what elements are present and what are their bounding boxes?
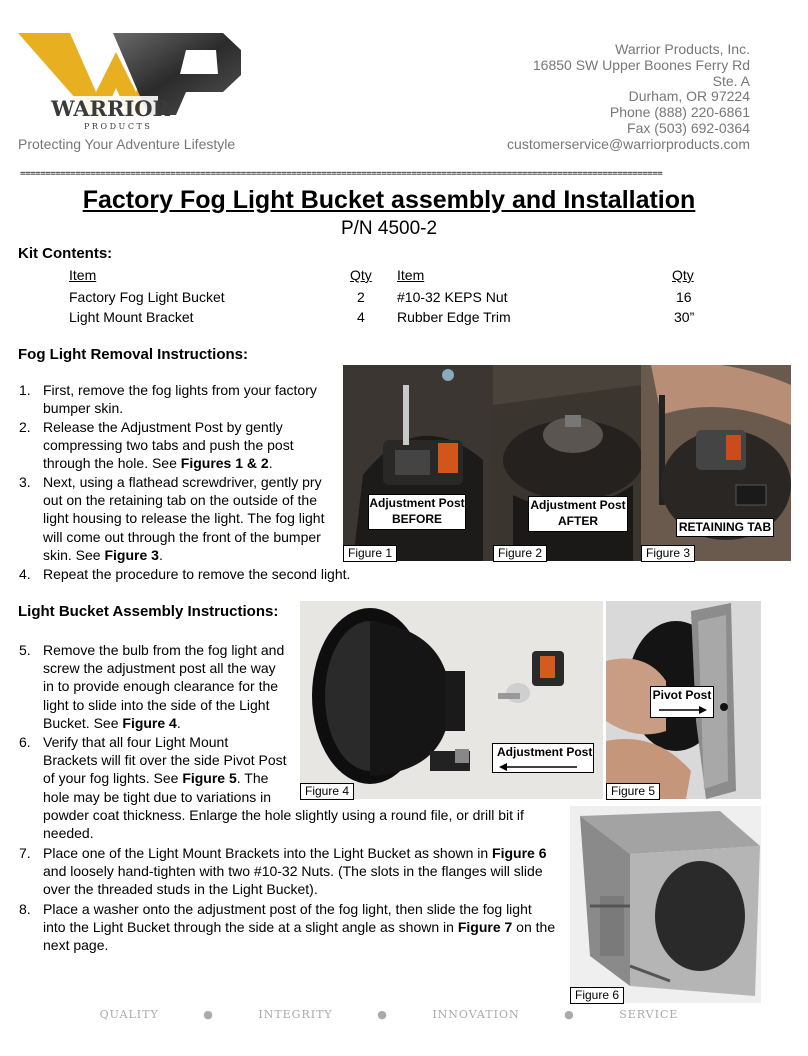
step-line: Repeat the procedure to remove the second light.	[43, 566, 351, 582]
step-line: over the threaded studs in the Light Bucket).	[43, 881, 318, 898]
kit-qty: 16	[676, 289, 692, 305]
figure-ref: Figure 7	[457, 919, 513, 936]
callout-line: Adjustment Post	[497, 745, 593, 759]
removal-step-1	[19, 381, 343, 417]
company-name: Warrior Products, Inc.	[615, 41, 750, 57]
step-line: compressing two tabs and push the post	[43, 437, 294, 454]
step-line: screw the adjustment post all the way	[43, 660, 276, 677]
arrow-left-icon	[497, 762, 587, 772]
company-street: 16850 SW Upper Boones Ferry Rd	[532, 56, 750, 73]
step-line: hole may be tight due to variations in	[43, 788, 272, 805]
figure-5-label: Figure 5	[606, 783, 660, 800]
step-line: of your fog lights. See	[43, 770, 183, 787]
kit-col-qty: Qty	[350, 267, 372, 283]
step-line: First, remove the fog lights from your factory	[43, 382, 317, 398]
step-line: Release the Adjustment Post by gently	[43, 419, 283, 435]
assembly-heading: Light Bucket Assembly Instructions:	[18, 603, 279, 620]
step-tail: .	[158, 546, 163, 563]
fog-light-photo	[343, 365, 493, 561]
tagline: Protecting Your Adventure Lifestyle	[18, 136, 236, 152]
step-number: 8.	[19, 901, 31, 917]
step-tail: . The	[236, 770, 269, 787]
footer-integrity: INTEGRITY	[258, 1008, 333, 1021]
step-line: Bucket. See	[43, 714, 123, 731]
step-number: 1.	[19, 382, 31, 398]
figure-3-label: Figure 3	[641, 545, 695, 562]
removal-heading: Fog Light Removal Instructions:	[18, 346, 249, 363]
kit-heading: Kit Contents:	[18, 245, 113, 262]
part-number: P/N 4500-2	[340, 218, 438, 239]
step-tail: on the	[512, 919, 556, 936]
step-number: 5.	[19, 642, 31, 658]
footer-service: SERVICE	[619, 1008, 679, 1021]
footer-separator: ●	[564, 1008, 575, 1021]
figure-ref: Figure 6	[492, 845, 547, 861]
callout-adjustment-before	[368, 494, 466, 530]
figure-1-label: Figure 1	[343, 545, 397, 562]
figure-ref: Figure 4	[122, 714, 177, 731]
figure-6-label: Figure 6	[570, 987, 624, 1004]
step-line: next page.	[43, 937, 109, 954]
removal-step-3	[19, 473, 343, 564]
step-line: Brackets will fit over the side Pivot Post	[43, 752, 287, 769]
callout-line: Pivot Post	[652, 688, 712, 702]
step-number: 4.	[19, 566, 31, 582]
step-line: will come out through the front of the bumper	[43, 528, 321, 545]
step-line: Next, using a flathead screwdriver, gently pry	[43, 474, 322, 490]
figure-1-photo	[343, 365, 493, 561]
page-title: Factory Fog Light Bucket assembly and Installation	[82, 186, 696, 214]
figure-ref: Figures 1 & 2	[180, 455, 269, 472]
step-line: light housing to release the light. The fog light	[43, 510, 325, 527]
step-line: bumper skin.	[43, 400, 124, 417]
assembly-step-7	[19, 844, 568, 899]
kit-qty: 4	[357, 309, 365, 325]
callout-line: BEFORE	[391, 512, 442, 526]
step-line: Remove the bulb from the fog light and	[43, 642, 285, 658]
footer-separator: ●	[377, 1008, 388, 1021]
step-tail: .	[176, 714, 181, 731]
kit-col-qty2: Qty	[672, 267, 694, 283]
assembly-step-5	[19, 641, 299, 732]
header-rule: ================================================================================================================================	[20, 170, 663, 179]
step-number: 6.	[19, 734, 31, 750]
callout-pivot-post	[650, 686, 714, 718]
company-fax: Fax (503) 692-0364	[627, 119, 750, 136]
step-tail: .	[268, 455, 273, 472]
callout-adjustment-post	[492, 743, 594, 773]
footer-values	[0, 1008, 778, 1021]
step-line: and loosely hand-tighten with two #10-32 Nuts. (The slots in the flanges will slide	[43, 863, 543, 880]
step-number: 2.	[19, 419, 31, 435]
step-line: Place one of the Light Mount Brackets into the Light Bucket as shown in	[43, 845, 493, 861]
step-line: out on the retaining tab on the outside of the	[43, 492, 317, 509]
warrior-logo	[18, 30, 243, 130]
company-city: Durham, OR 97224	[628, 88, 750, 105]
company-address	[507, 42, 750, 153]
step-line: into the Light Bucket through the side at a slight angle as shown in	[43, 919, 458, 936]
kit-item: #10-32 KEPS Nut	[397, 289, 508, 305]
assembly-step-8	[19, 900, 568, 955]
logo-sub: P R O D U C T S	[84, 122, 150, 130]
kit-col-item: Item	[69, 267, 97, 283]
kit-col-item2: Item	[397, 267, 425, 283]
figure-ref: Figure 5	[182, 770, 237, 787]
callout-line: AFTER	[558, 514, 598, 528]
kit-item: Rubber Edge Trim	[397, 309, 511, 325]
callout-retaining-tab: RETAINING TAB	[676, 518, 774, 537]
removal-step-4	[19, 565, 373, 583]
company-email[interactable]: customerservice@warriorproducts.com	[507, 135, 750, 152]
step-line: in to provide enough clearance for the	[43, 678, 279, 695]
callout-adjustment-after	[528, 496, 628, 532]
kit-qty: 2	[357, 289, 365, 305]
removal-step-2	[19, 418, 343, 473]
figure-ref: Figure 3	[104, 546, 159, 563]
step-line: Verify that all four Light Mount	[43, 734, 229, 750]
step-number: 7.	[19, 845, 31, 861]
kit-item: Light Mount Bracket	[69, 309, 194, 325]
company-phone: Phone (888) 220-6861	[609, 104, 750, 121]
step-line: powder coat thickness. Enlarge the hole slightly using a round file, or drill bit if	[43, 806, 524, 823]
figure-2-label: Figure 2	[493, 545, 547, 562]
company-suite: Ste. A	[712, 72, 750, 89]
step-line: skin. See	[43, 546, 105, 563]
step-line: needed.	[43, 825, 94, 842]
footer-quality: QUALITY	[99, 1008, 159, 1021]
logo-word: WARRIOR	[51, 96, 171, 121]
callout-line: Adjustment Post	[530, 498, 626, 512]
logo-graphic	[18, 30, 243, 130]
callout-line: Adjustment Post	[369, 496, 465, 510]
step-line: through the hole. See	[43, 455, 181, 472]
figure-6-photo	[570, 806, 761, 1003]
step-number: 3.	[19, 474, 31, 490]
footer-separator: ●	[203, 1008, 214, 1021]
step-line: Place a washer onto the adjustment post of the fog light, then slide the fog light	[43, 901, 532, 917]
arrow-right-icon	[655, 705, 709, 715]
step-line: light to slide into the side of the Light	[43, 696, 270, 713]
kit-qty: 30”	[674, 309, 695, 325]
kit-item: Factory Fog Light Bucket	[69, 289, 225, 305]
footer-innovation: INNOVATION	[432, 1008, 520, 1021]
figure-4-label: Figure 4	[300, 783, 354, 800]
bucket-photo	[570, 806, 761, 1003]
